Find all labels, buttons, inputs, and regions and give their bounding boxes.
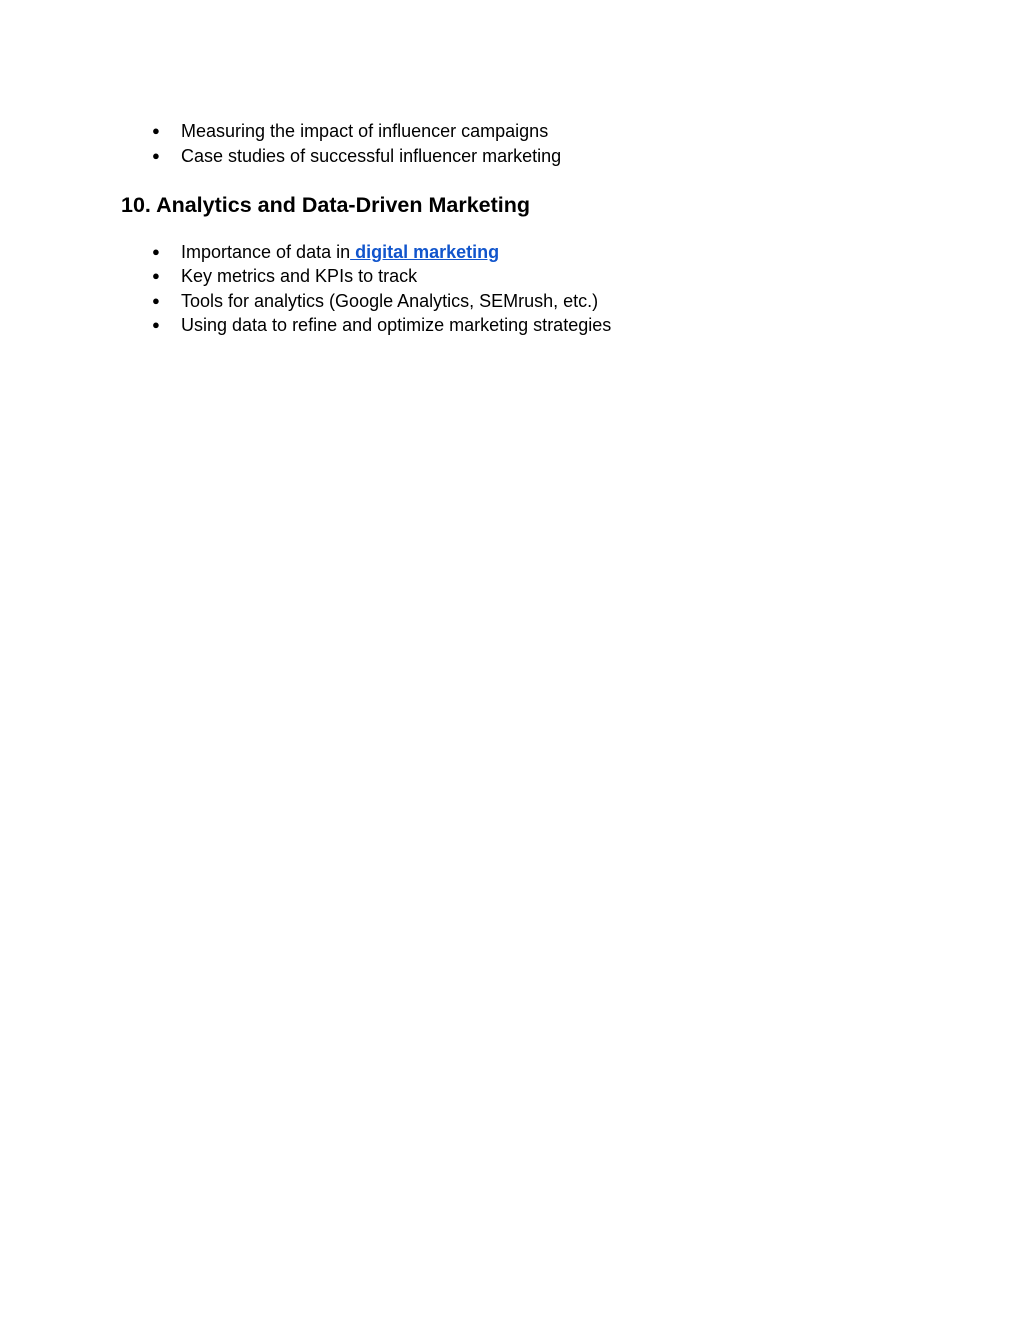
- bullet-icon: ●: [152, 268, 160, 283]
- list-item-text: [181, 240, 499, 265]
- digital-marketing-link[interactable]: digital marketing: [350, 241, 500, 262]
- bullet-icon: ●: [152, 292, 160, 308]
- list-item-text: Using data to refine and optimize marketing strategies: [181, 315, 612, 335]
- bullet-icon: ●: [152, 317, 160, 332]
- list-item-text: Measuring the impact of influencer campaigns: [181, 121, 549, 141]
- bullet-icon: ●: [152, 147, 160, 163]
- list-item-text: Tools for analytics (Google Analytics, SEMrush, etc.): [181, 290, 599, 311]
- bullet-icon: ●: [152, 123, 160, 138]
- bullet-icon: ●: [152, 243, 160, 259]
- list-item-text-prefix: Importance of data in: [181, 241, 351, 262]
- list-item-text: Key metrics and KPIs to track: [181, 266, 418, 286]
- section-heading: 10. Analytics and Data-Driven Marketing: [121, 193, 531, 217]
- list-item-text: Case studies of successful influencer marketing: [181, 145, 562, 166]
